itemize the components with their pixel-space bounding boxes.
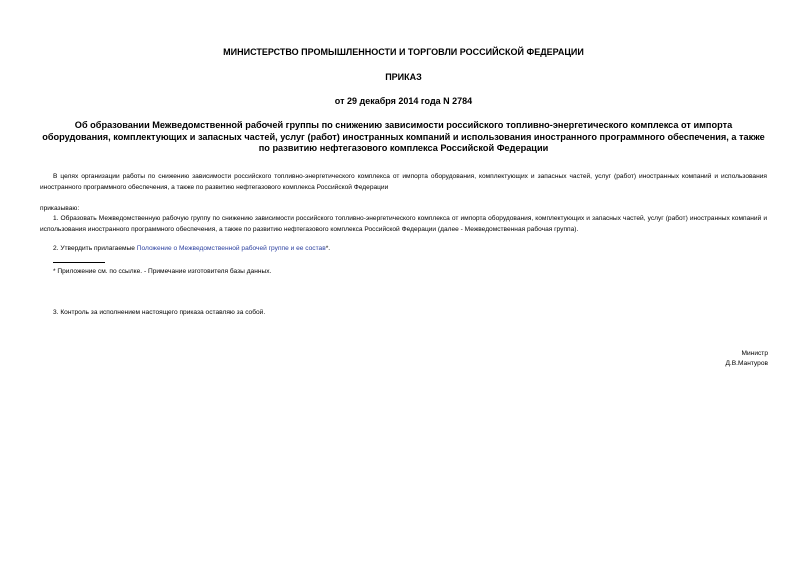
- order-item-3: 3. Контроль за исполнением настоящего приказа оставляю за собой.: [53, 309, 266, 316]
- signatory-name: Д.В.Мантуров: [725, 360, 768, 367]
- order-date: от 29 декабря 2014 года N 2784: [334, 96, 473, 106]
- order-item-2-prefix: 2. Утвердить прилагаемые: [53, 245, 137, 252]
- order-item-2: [40, 243, 767, 254]
- order-heading: ПРИКАЗ: [385, 72, 422, 82]
- footnote-text: * Приложение см. по ссылке. - Примечание изготовителя базы данных.: [53, 268, 272, 275]
- intro-paragraph: В целях организации работы по снижению зависимости российского топливно-энергетического комплекса от импорта оборудования, комплектующих и запасных частей, услуг (работ) иностранных компаний и использования иностранного программного обеспечения, а также по развитию нефтегазового комплекса Российской Федерации: [40, 173, 767, 192]
- regulation-link[interactable]: Положение о Межведомственной рабочей группе и ее состав: [136, 245, 326, 252]
- order-item-2-suffix: *.: [325, 245, 331, 252]
- order-subject: Об образовании Межведомственной рабочей группы по снижению зависимости российского топливно-энергетического комплекса от импорта оборудования, комплектующих и запасных частей, услуг (работ) иностранных компаний и использования иностранного программного обеспечения, а также по развитию нефтегазового комплекса Российской Федерации: [42, 120, 765, 153]
- signatory-title: Министр: [741, 350, 768, 357]
- order-item-1: 1. Образовать Межведомственную рабочую группу по снижению зависимости российского топливно-энергетического комплекса от импорта оборудования, комплектующих и запасных частей, услуг (работ) иностранных компаний и использования иностранного программного обеспечения, а также по развитию нефтегазового комплекса Российской Федерации (далее - Межведомственная рабочая группа).: [40, 215, 767, 234]
- ministry-title: МИНИСТЕРСТВО ПРОМЫШЛЕННОСТИ И ТОРГОВЛИ РОССИЙСКОЙ ФЕДЕРАЦИИ: [223, 47, 584, 57]
- footnote-divider: [53, 262, 105, 263]
- order-directive: приказываю:: [40, 205, 80, 212]
